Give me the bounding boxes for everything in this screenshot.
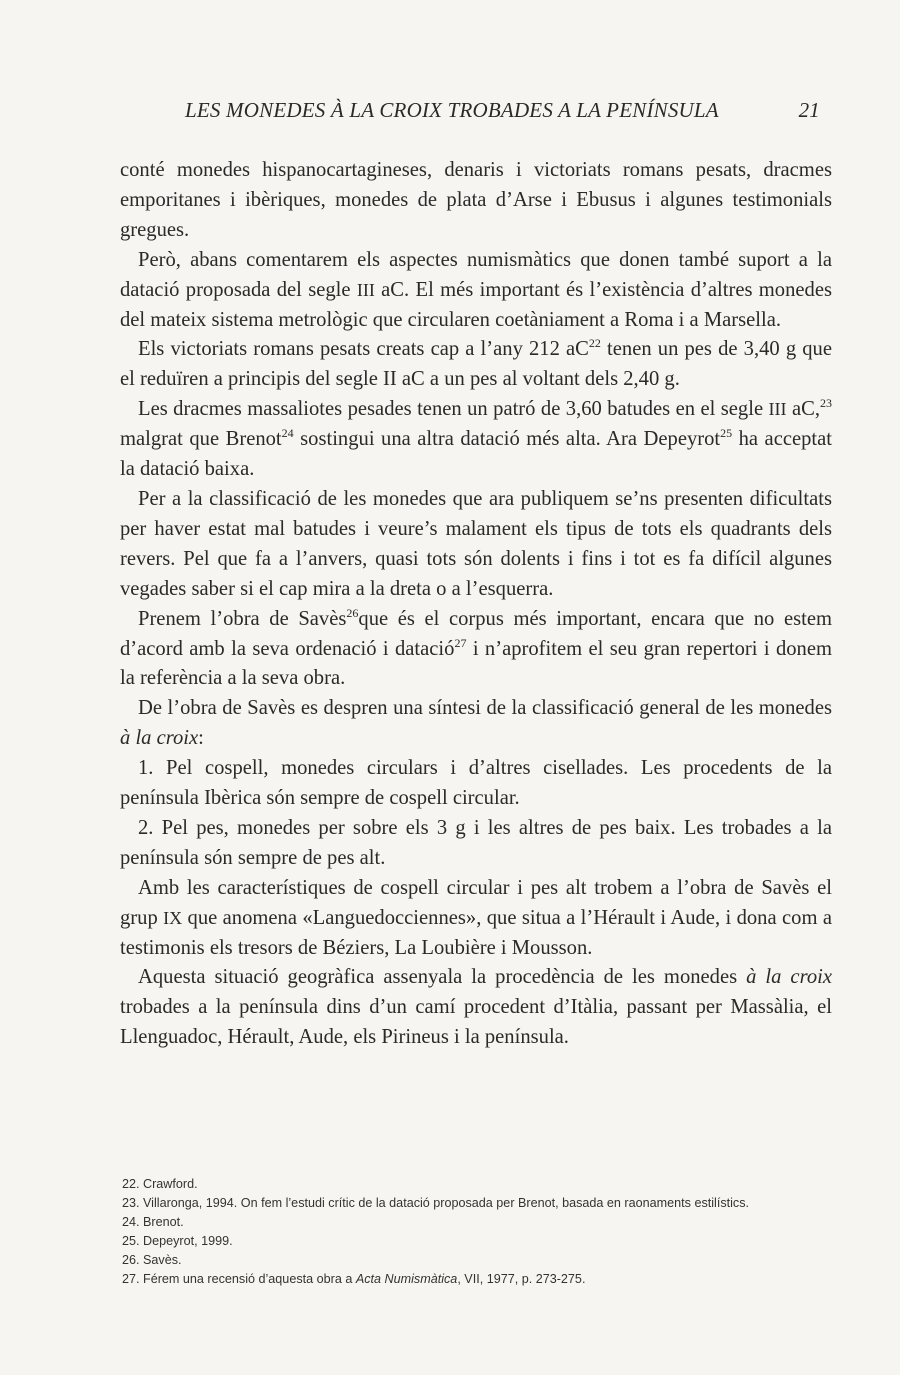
- footnote-27-title: Acta Numismàtica: [355, 1272, 458, 1286]
- footnote-ref-22[interactable]: 22: [588, 336, 601, 351]
- paragraph-11-text-b: trobades a la península dins d’un camí procedent d’Itàlia, passant per Massàlia, el Llenguadoc, Hérault, Aude, els Pirineus i la península.: [120, 996, 832, 1049]
- paragraph-2-text-b: aC. El més important és l’existència d’altres monedes del mateix sistema metrològic que circularen coetàniament a Roma i a Marsella.: [120, 278, 832, 331]
- paragraph-6-text-b: que és el corpus més important, encara que no estem d’acord amb la seva ordenació i datació: [120, 607, 832, 660]
- footnote-26: 26. Savès.: [122, 1253, 182, 1267]
- paragraph-6-text-c: i n’aprofitem el seu gran repertori i donem la referència a la seva obra.: [120, 637, 832, 690]
- paragraph-1-text: conté monedes hispanocartagineses, denaris i victoriats romans pesats, dracmes emporitanes i ibèriques, monedes de plata d’Arse i Ebusus i algunes testimonials gregues.: [120, 159, 832, 241]
- paragraph-8-text: 1. Pel cospell, monedes circulars i d’altres cisellades. Les procedents de la península Ibèrica són sempre de cospell circular.: [120, 757, 832, 810]
- footnote-25: 25. Depeyrot, 1999.: [122, 1234, 233, 1248]
- paragraph-4: [120, 395, 832, 485]
- footnote-ref-26[interactable]: 26: [346, 605, 359, 620]
- paragraph-8: [120, 754, 832, 814]
- paragraph-10-text-a: Amb les característiques de cospell circular i pes alt trobem a l’obra de Savès el grup: [120, 876, 832, 929]
- paragraph-5-text: Per a la classificació de les monedes que ara publiquem se’ns presenten dificultats per haver estat mal batudes i veure’s malament els tipus de tots els quadrants dels revers. Pel que fa a l’anvers, quasi tots són dolents i fins i tot es fa difícil algunes vegades saber si el cap mira a la dreta o a l’esquerra.: [120, 487, 832, 600]
- running-title: LES MONEDES À LA CROIX TROBADES A LA PENÍNSULA: [185, 98, 719, 122]
- page-number: 21: [798, 98, 820, 122]
- italic-term: à la croix: [120, 727, 199, 750]
- paragraph-4-text-b: aC,: [786, 398, 820, 421]
- paragraph-9: [120, 814, 832, 874]
- paragraph-7-text-b: :: [198, 727, 204, 750]
- paragraph-1: [120, 156, 832, 246]
- footnote-ref-27[interactable]: 27: [454, 635, 467, 650]
- paragraph-10-text-b: que anomena «Languedocciennes», que situa a l’Hérault i Aude, i dona com a testimonis els tresors de Béziers, La Loubière i Mousson.: [120, 906, 832, 959]
- paragraph-11: [120, 963, 832, 1053]
- roman-numeral: III: [768, 399, 787, 420]
- paragraph-4-text-d: sostingui una altra datació més alta. Ara Depeyrot: [293, 428, 721, 451]
- italic-term: à la croix: [746, 966, 832, 989]
- roman-numeral: IX: [163, 907, 183, 928]
- paragraph-3-text-b: tenen un pes de 3,40 g que el reduïren a principis del segle II aC a un pes al voltant dels 2,40 g.: [120, 338, 832, 391]
- paragraph-7: [120, 694, 832, 754]
- paragraph-4-text-a: Les dracmes massaliotes pesades tenen un patró de 3,60 batudes en el segle: [138, 398, 769, 421]
- roman-numeral: III: [356, 279, 375, 300]
- footnote-22: 22. Crawford.: [122, 1177, 198, 1191]
- paragraph-7-text-a: De l’obra de Savès es despren una síntesi de la classificació general de les monedes: [138, 697, 832, 720]
- footnote-27-text-b: , VII, 1977, p. 273-275.: [457, 1272, 586, 1286]
- footnote-24: 24. Brenot.: [122, 1215, 184, 1229]
- footnote-ref-25[interactable]: 25: [720, 426, 733, 441]
- paragraph-4-text-e: ha acceptat la datació baixa.: [120, 428, 832, 481]
- paragraph-3-text-a: Els victoriats romans pesats creats cap a l’any 212 aC: [138, 338, 589, 361]
- paragraph-10: [120, 874, 832, 964]
- paragraph-2: [120, 246, 832, 336]
- paragraph-11-text-a: Aquesta situació geogràfica assenyala la procedència de les monedes: [138, 966, 747, 989]
- footnote-27-text-a: 27. Férem una recensió d’aquesta obra a: [122, 1272, 356, 1286]
- body-text: [120, 156, 832, 1053]
- paragraph-9-text: 2. Pel pes, monedes per sobre els 3 g i les altres de pes baix. Les trobades a la península són sempre de pes alt.: [120, 816, 832, 869]
- paragraph-3: [120, 335, 832, 395]
- paragraph-4-text-c: malgrat que Brenot: [120, 428, 282, 451]
- footnote-23: 23. Villaronga, 1994. On fem l’estudi crític de la datació proposada per Brenot, basada en raonaments estilístics.: [122, 1196, 750, 1210]
- footnote-ref-23[interactable]: 23: [820, 396, 832, 411]
- paragraph-6-text-a: Prenem l’obra de Savès: [138, 607, 347, 630]
- paragraph-6: [120, 605, 832, 695]
- paragraph-2-text-a: Però, abans comentarem els aspectes numismàtics que donen també suport a la datació proposada del segle: [120, 248, 832, 301]
- footnotes: [122, 1175, 842, 1289]
- footnote-27: [122, 1270, 842, 1289]
- footnote-ref-24[interactable]: 24: [281, 426, 294, 441]
- paragraph-5: [120, 485, 832, 605]
